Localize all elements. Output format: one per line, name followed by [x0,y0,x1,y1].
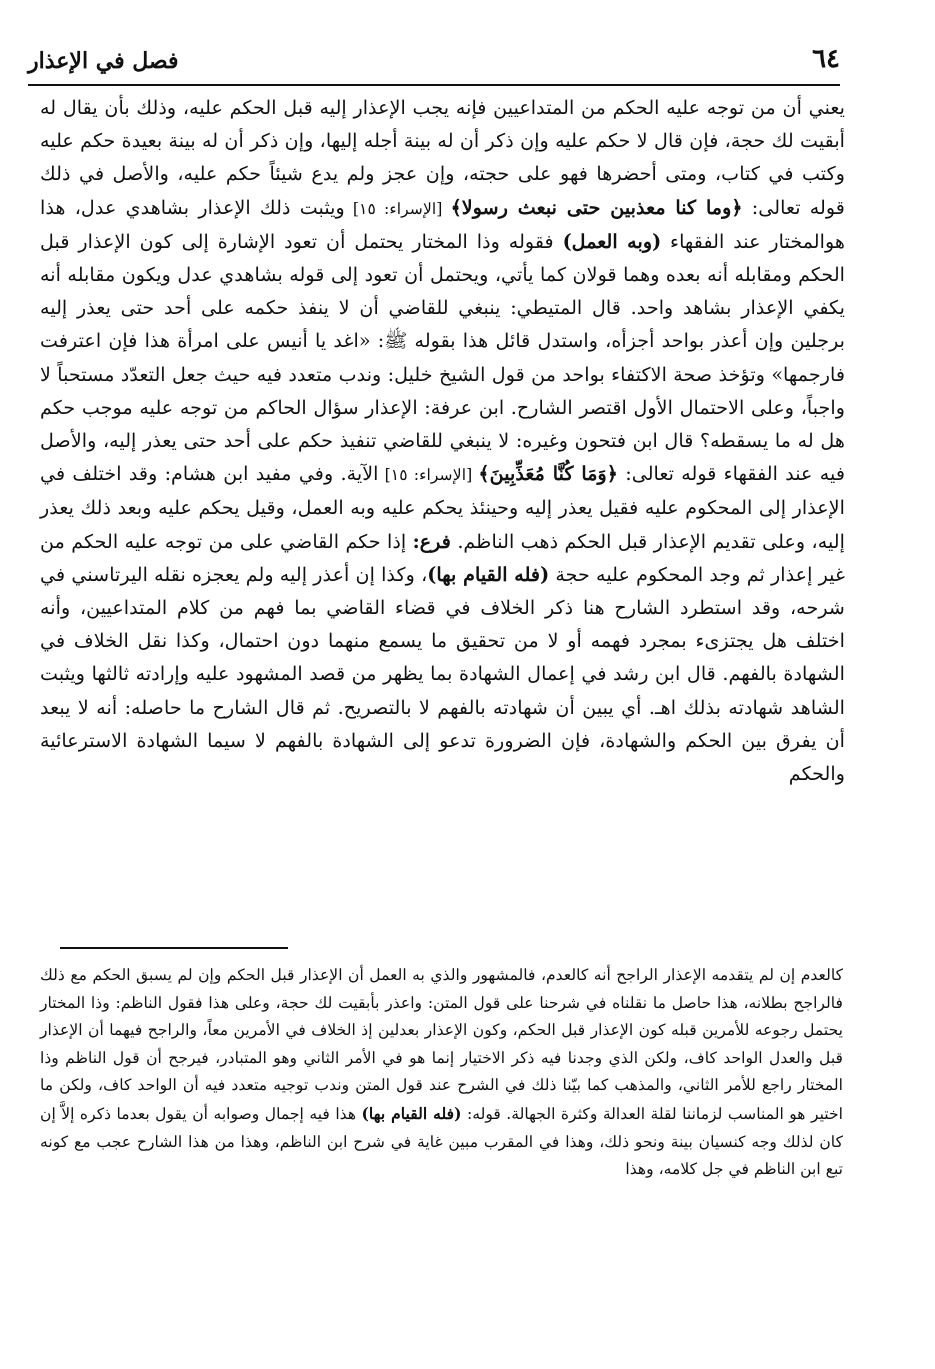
footnote-divider [60,947,288,949]
bold-phrase: (وبه العمل) [562,229,662,253]
footnotes-block [40,962,843,1184]
quran-verse: ﴿وَمَا كُنَّا مُعَذِّبِينَ﴾ [478,462,618,486]
footnote-text: هذا فيه إجمال وصوابه أن يقول بعدما ذكره إلاَّ إن كان لذلك وجه كنسيان بينة ونحو ذلك، وهذا في المقرب مبين غاية في شرح ابن الناظم، وهذا من هذا الشارح عجب مع كونه تبع ابن الناظم في جل كلامه، وهذا [40,1104,843,1179]
running-header [28,40,840,86]
bold-phrase: فرع: [412,529,451,553]
verse-reference: [الإسراء: ١٥] [378,465,479,485]
verse-reference: [الإسراء: ١٥] [344,198,451,218]
page-number: ٦٤ [812,44,840,74]
text-segment: ، وكذا إن أعذر إليه ولم يعجزه نقله اليرتاسني في شرحه، وقد استطرد الشارح هنا ذكر الخلاف في قضاء القاضي بما فهم من كلام المتداعيين، وأنه اختلف هل يجتزىء بمجرد فهمه أو لا من تحقيق ما يسمع منهما دون احتمال، وكذا نقل الخلاف في الشهادة بالفهم. قال ابن رشد في إعمال الشهادة بما يظهر من قصد المشهود عليه وإرادته ثالثها ويثبت الشاهد شهادته بذلك اهـ. أي يبين أن شهادته بالفهم لا بالتصريح. ثم قال الشارح ما حاصله: أنه لا يبعد أن يفرق بين الحكم والشهادة، فإن الضرورة تدعو إلى الشهادة بالفهم لا سيما الشهادة الاسترعائية والحكم [40,562,845,786]
quran-verse: ﴿وما كنا معذبين حتى نبعث رسولا﴾ [450,195,743,219]
main-text-block [40,91,845,790]
main-paragraph [40,91,845,790]
chapter-title: فصل في الإعذار [28,48,179,74]
text-segment: فقوله وذا المختار يحتمل أن تعود الإشارة إلى كون الإعذار قبل الحكم ومقابله أنه بعده وهما قولان كما يأتي، ويحتمل أن تعود إلى قوله بشاهدي عدل ويكون مقابله أنه يكفي الإعذار بشاهد واحد. قال المتيطي: ينبغي للقاضي أن لا ينفذ حكمه على أحد حتى يعذر إليه برجلين وإن أعذر بواحد أجزأه، واستدل قائل هذا بقوله ﷺ: «اغد يا أنيس على امرأة هذا فإن اعترفت فارجمها» وتؤخذ صحة الاكتفاء بواحد من قول الشيخ خليل: وندب متعدد فيه حيث جعل التعدّد مستحباً لا واجباً، وعلى الاحتمال الأول اقتصر الشارح. ابن عرفة: الإعذار سؤال الحاكم من توجه عليه موجب حكم هل له ما يسقطه؟ قال ابن فتحون وغيره: لا ينبغي للقاضي تنفيذ حكم على أحد حتى يعذر إليه، والأصل فيه عند الفقهاء قوله تعالى: [40,229,845,486]
text-intro: يعني أن من توجه عليه الحكم من المتداعيين فإنه يجب الإعذار إليه قبل الحكم عليه، وذلك بأن يقال له أبقيت لك حجة، فإن قال لا حكم عليه وإن ذكر أن له بينة أجله إليها، وإن ذكر أن له بينة بعيدة حكم عليه وكتب في كتاب، ومتى أحضرها فهو على حجته، وإن عجز ولم يدع شيئاً حكم عليه، والأصل في ذلك قوله تعالى: [40,96,845,219]
text-segment: إذا حكم القاضي على من توجه عليه الحكم من غير إعذار ثم وجد المحكوم عليه حجة [40,529,845,586]
text-segment: الآية. وفي مفيد ابن هشام: وقد اختلف في الإعذار إلى المحكوم عليه فقيل يعذر إليه وحينئذ يحكم عليه وبه العمل، وقيل يحكم عليه وبعد ذلك يعذر إليه، وعلى تقديم الإعذار قبل الحكم ذهب الناظم. [40,462,845,553]
footnote-paragraph [40,962,843,1184]
bold-phrase: (فله القيام بها) [361,1103,462,1123]
text-segment: ويثبت ذلك الإعذار بشاهدي عدل، هذا هوالمختار عند الفقهاء [40,195,846,253]
bold-phrase: (فله القيام بها) [427,562,550,586]
footnote-text: كالعدم إن لم يتقدمه الإعذار الراجح أنه كالعدم، فالمشهور والذي به العمل أن الإعذار قبل الحكم وإن لم يسبق الحكم مع ذلك فالراجح بطلانه، هذا حاصل ما نقلناه في شرحنا على قول المتن: واعذر بأبقيت لك حجة، وعلى هذا فقول الناظم: وذا المختار يحتمل رجوعه للأمرين قبله كون الإعذار قبل الحكم، وكون الإعذار بعدلين إذ الخلاف في الأمرين معاً، والراجح فيهما أن الإعذار قبل والعدل الواحد كاف، ولكن الذي وجدنا فيه ذكر الاختيار إنما هو في الأمر الثاني وهو المتبادر، فيرجح أن قول الناظم وذا المختار راجع للأمر الثاني، والمذهب كما بيّنا ذلك في الشرح عند قول المتن وندب توجيه متعدد فيه أن الواحد كاف، ولكن ما اختير هو المناسب لزماننا لقلة العدالة وكثرة الجهالة. قوله: [40,966,843,1123]
